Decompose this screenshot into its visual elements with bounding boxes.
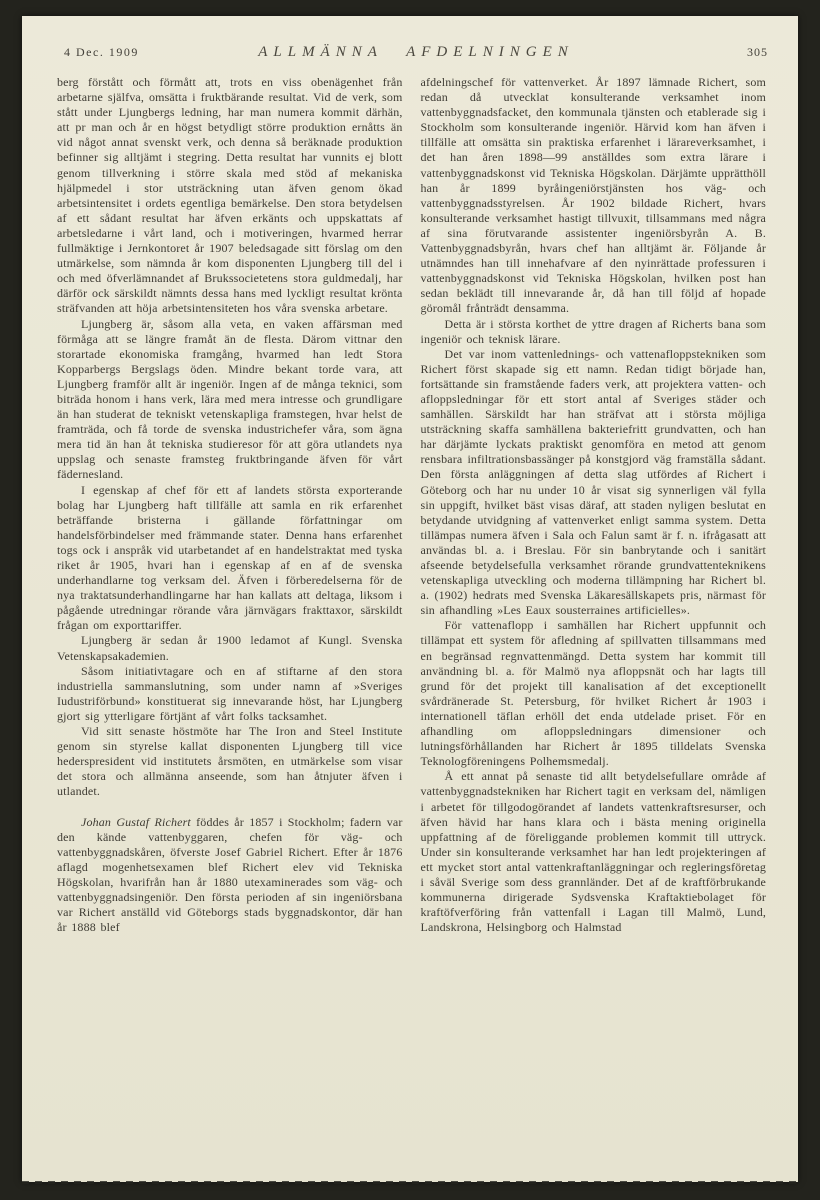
person-name-italic: Johan Gustaf Richert xyxy=(81,814,191,829)
paragraph: Å ett annat på senaste tid allt betydelsefullare område af vattenbyggnadstekniken har Richert tagit en verksam del, nämligen i arbetet för tillgodogörandet af landets vattenkraftsresurser, och äfven hävid har hans klara och i bästa mening originella uppfattning af de föreliggande problemen kommit till uttryck. Under sin konsulterande verksamhet har han ledt projekteringen af ett mycket stort antal vattenkraftanläggningar och regleringsföretag i såväl Sverige som dess grannländer. Det af de kraftförbrukande kommunerna dirigerade Sydsvenska Kraftaktiebolaget för kraftöfverföring från vattenfall i Lagan till Malmö, Lund, Landskrona, Helsingborg och Halmstad xyxy=(420,769,766,935)
page-title: ALLMÄNNA AFDELNINGEN xyxy=(258,44,574,60)
paragraph: Det var inom vattenlednings- och vattenafloppstekniken som Richert först skapade sig ett namn. Redan tidigt började han, fortsättande sin framstående faders verk, att projektera vatten- och afloppsledningar för ett stort antal af Sveriges städer och samhällen. Särskildt har han sträfvat att i största möjliga utsträckning skaffa samhällena bakteriefritt grundvatten, och han har därjämte lyckats praktiskt genomföra en metod att genom rensbara infiltrationsbassänger på konstgjord väg framställa sådant. Den första anläggningen af detta slag utfördes af Richert i Göteborg och har nu under 10 år visat sig synnerligen väl fylla sin uppgift, hvilket bäst visas däraf, att staden nyligen beslutat en betydande utvidgning af vattenverket enligt samma system. Detta tillämpas numera äfven i Sala och Falun samt är f. n. ifrågasatt att användas bl. a. i Breslau. För sin banbrytande och i sanitärt afseende betydelsefulla verksamhet rörande grundvattenteknikens vetenskapliga utveckling och moderna tillämpning har Richert bl. a. (1902) hedrats med Svenska Läkaresällskapets pris, närmast för sin afhandling »Les Eaux sousterraines artificielles». xyxy=(420,346,766,618)
column-left xyxy=(57,75,403,935)
page-number: 305 xyxy=(747,45,768,59)
paragraph-text: föddes år 1857 i Stockholm; fadern var den kände vattenbyggaren, chefen för väg- och vattenbyggnadskåren, öfverste Josef Gabriel Richert. Efter år 1876 aflagd mogenhetsexamen blef Richert elev vid Tekniska Högskolan, hvarifrån han år 1880 utexaminerades som väg- och vattenbyggnadsingeniör. Den första perioden af sin ingeniörsbana var Richert anställd vid Göteborgs stads byggnadskontor, där han år 1888 blef xyxy=(57,814,403,935)
paragraph-biography-lead xyxy=(57,815,403,936)
paragraph: afdelningschef för vattenverket. År 1897 lämnade Richert, som redan då utvecklat konsulterande verksamhet inom vattenbyggnadsfacket, den kommunala tjänsten och etablerade sig i Stockholm som konsulterande ingeniör. Härvid kom han äfven i tillfälle att omsätta sin praktiska erfarenhet i lärareverksamhet, i det han åren 1898—99 anställdes som extra lärare i vattenbyggnadskonst vid Tekniska Högskolan. Därjämte upprätthöll han år 1899 byråingeniörstjänsten hos väg- och vattenbyggnadsstyrelsen. År 1902 bildade Richert, hvars konsulterande verksamhet hastigt tillvuxit, tillsammans med några af sina förutvarande assistenter ingeniörsbyrån A. B. Vattenbyggnadsbyrån, hvars chef han alltjämt är. Följande år utnämndes han till innehafvare af den nyinrättade professuren i vattenbyggnadskonst vid Tekniska Högskolan, hvilken post han sedan beklädt till innevarande år, då han till följd af hopade göromål frånträdt densamma. xyxy=(420,75,766,316)
paragraph: berg förstått och förmått att, trots en viss obenägenhet från arbetarne själfva, omsätta i fruktbärande resultat. Vid de verk, som stått under Ljungbergs ledning, har man numera kommit därhän, att pr man och år en högst betydligt större produktion ernåtts än vid något annat svenskt verk, och denna så beräknade produktion befinner sig alltjämt i stegring. Detta resultat har vunnits ej blott genom tillverkning i större skala med stöd af mekaniska hjälpmedel i stor utsträckning utan äfven genom ökad arbetsintensitet i ordets egentliga bemärkelse. Den stora betydelsen af ett sådant resultat har äfven erkänts och uppskattats af arbetsledarne i vårt land, och i motiveringen, hvarmed herrar fullmäktige i Jernkontoret år 1907 beledsagade sitt förslag om den utmärkelse, som nämnda år kom disponenten Ljungberg till del i och med öfverlämnandet af Brukssocietetens stora guldmedalj, har därför ock särskildt nämnts dessa hans med lyckligt resultat krönta sträfvanden att höja arbetsintensiteten hos våra svenska arbetare. xyxy=(57,75,403,316)
paragraph: För vattenaflopp i samhällen har Richert uppfunnit och tillämpat ett system för afledning af spillvatten tillsammans med en begränsad regnvattenmängd. Detta system har kommit till användning bl. a. för Malmö nya afloppsnät och har lagts till grund för det projekt till kanalisation af det exceptionellt svårdränerade St. Petersburg, för hvilket Richert år 1903 i internationell täflan erhöll det enda utdelade priset. För en afhandling om afloppsledningars dimensioner och lutningsförhållanden har Richert år 1895 tilldelats Svenska Teknologföreningens Polhemsmedalj. xyxy=(420,618,766,769)
scanned-page xyxy=(22,16,798,1182)
paragraph: Ljungberg är, såsom alla veta, en vaken affärsman med förmåga att se längre framåt än de flesta. Därom vittnar den storartade ekonomiska framgång, hvarmed han ledt Stora Kopparbergs Bergslags öden. Mindre bekant torde vara, att Ljungberg framför allt är ingeniör. Ingen af de många teknici, som biträda honom i hans verk, lära med mera intresse och grundligare än han studerat de tekniskt vetenskapliga framstegen, hvar helst de framträda, och få torde de svenska industrichefer våra, som ägna mera tid än han åt tekniska studieresor för att göra utlandets nya uppslag och senaste framsteg fruktbringande äfven för vårt fädernesland. xyxy=(57,316,403,482)
column-right xyxy=(421,75,767,935)
text-columns xyxy=(22,61,798,935)
paragraph: Detta är i största korthet de yttre dragen af Richerts bana som ingeniör och teknisk lärare. xyxy=(420,316,766,346)
header-date: 4 Dec. 1909 xyxy=(64,45,139,59)
paragraph: Ljungberg är sedan år 1900 ledamot af Kungl. Svenska Vetenskapsakademien. xyxy=(57,633,403,663)
paragraph: I egenskap af chef för ett af landets största exporterande bolag har Ljungberg haft tillfälle att samla en rik erfarenhet beträffande bristerna i gällande författningar om handelsförbindelser med främmande stater. Denna hans erfarenhet togs ock i anspråk vid utarbetandet af en handelstraktat med tyska riket år 1905, hvari han i egenskap af en af de svenska underhandlarne tog verksam del. Äfven i förberedelserna för de nya traktatsunderhandlingarne har han kallats att deltaga, liksom i pågående utredningar rörande våra järnvägars frakttaxor, särskildt frågan om exporttariffer. xyxy=(57,482,403,633)
paragraph: Vid sitt senaste höstmöte har The Iron and Steel Institute genom sin styrelse kallat disponenten Ljungberg till vice hederspresident vid institutets årsmöten, en utmärkelse som visar det stora och allmänna anseende, som han åtnjuter äfven i utlandet. xyxy=(57,724,403,799)
paragraph: Såsom initiativtagare och en af stiftarne af den stora industriella sammanslutning, som under namn af »Sveriges Iudustriförbund» konstituerat sig innevarande höst, har Ljungberg gjort sig ytterligare förtjänt af vårt folks tacksamhet. xyxy=(57,663,403,723)
page-header xyxy=(22,16,798,61)
